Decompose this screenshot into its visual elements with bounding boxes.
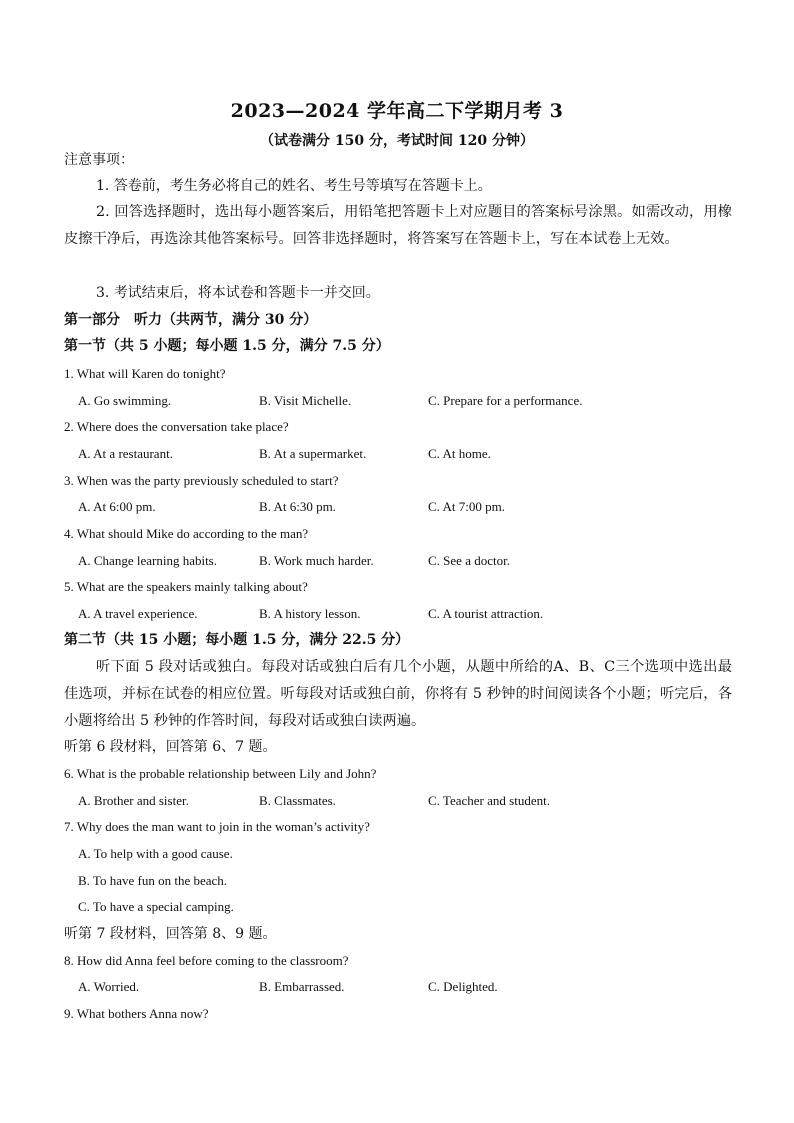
section-1-heading: 第一节（共 5 小题；每小题 1.5 分，满分 7.5 分）	[64, 338, 390, 354]
question-stem: 4. What should Mike do according to the man?	[64, 526, 309, 541]
page-subtitle: （试卷满分 150 分，考试时间 120 分钟）	[260, 133, 534, 149]
option-a: A. At a restaurant.	[78, 446, 173, 461]
option-a: A. To help with a good cause.	[78, 846, 233, 861]
option-b: B. Work much harder.	[259, 553, 374, 568]
option-a: A. Change learning habits.	[78, 553, 217, 568]
option-c: C. At 7:00 pm.	[428, 499, 505, 514]
question-stem: 6. What is the probable relationship between Lily and John?	[64, 766, 377, 781]
option-c: C. Teacher and student.	[428, 793, 550, 808]
question-stem: 3. When was the party previously scheduled to start?	[64, 473, 339, 488]
option-b: B. Classmates.	[259, 793, 336, 808]
option-a: A. A travel experience.	[78, 606, 198, 621]
question-stem: 7. Why does the man want to join in the woman’s activity?	[64, 819, 370, 834]
question-stem: 8. How did Anna feel before coming to the classroom?	[64, 953, 349, 968]
option-b: B. To have fun on the beach.	[78, 873, 228, 888]
option-c: C. Prepare for a performance.	[428, 393, 583, 408]
question-stem: 1. What will Karen do tonight?	[64, 366, 226, 381]
part-heading: 第一部分 听力（共两节，满分 30 分）	[64, 312, 318, 328]
section-2-heading: 第二节（共 15 小题；每小题 1.5 分，满分 22.5 分）	[64, 632, 410, 648]
option-b: B. Embarrassed.	[259, 979, 345, 994]
option-a: A. Worried.	[78, 979, 140, 994]
option-c: C. To have a special camping.	[78, 899, 234, 914]
option-b: B. Visit Michelle.	[259, 393, 352, 408]
section-2-instructions: 听下面 5 段对话或独白。每段对话或独白后有几个小题，从题中所给的A、B、C三个选项中选出最佳选项，并标在试卷的相应位置。听每段对话或独白前，你将有 5 秒钟的时间阅读各个小题；听完后，各小题将给出 5 秒钟的作答时间，每段对话或独白读两遍。	[64, 659, 732, 729]
question-stem: 2. Where does the conversation take place?	[64, 419, 289, 434]
page-title: 2023—2024 学年高二下学期月考 3	[230, 100, 564, 122]
question-stem: 5. What are the speakers mainly talking about?	[64, 579, 308, 594]
option-c: C. At home.	[428, 446, 491, 461]
notice-item-3: 3. 考试结束后，将本试卷和答题卡一并交回。	[96, 285, 380, 301]
option-a: A. At 6:00 pm.	[78, 499, 156, 514]
option-b: B. At 6:30 pm.	[259, 499, 336, 514]
option-c: C. See a doctor.	[428, 553, 510, 568]
material-7-heading: 听第 7 段材料，回答第 8、9 题。	[64, 926, 277, 942]
option-c: C. A tourist attraction.	[428, 606, 544, 621]
option-b: B. At a supermarket.	[259, 446, 367, 461]
material-6-heading: 听第 6 段材料，回答第 6、7 题。	[64, 739, 277, 755]
notice-item-2: 2. 回答选择题时，选出每小题答案后，用铅笔把答题卡上对应题目的答案标号涂黑。如需改动，用橡皮擦干净后，再选涂其他答案标号。回答非选择题时，将答案写在答题卡上，写在本试卷上无效。	[64, 204, 732, 247]
option-b: B. A history lesson.	[259, 606, 361, 621]
option-a: A. Go swimming.	[78, 393, 172, 408]
notice-heading: 注意事项：	[64, 152, 134, 168]
option-a: A. Brother and sister.	[78, 793, 189, 808]
question-stem: 9. What bothers Anna now?	[64, 1006, 209, 1021]
option-c: C. Delighted.	[428, 979, 498, 994]
notice-item-1: 1. 答卷前，考生务必将自己的姓名、考生号等填写在答题卡上。	[96, 178, 492, 194]
